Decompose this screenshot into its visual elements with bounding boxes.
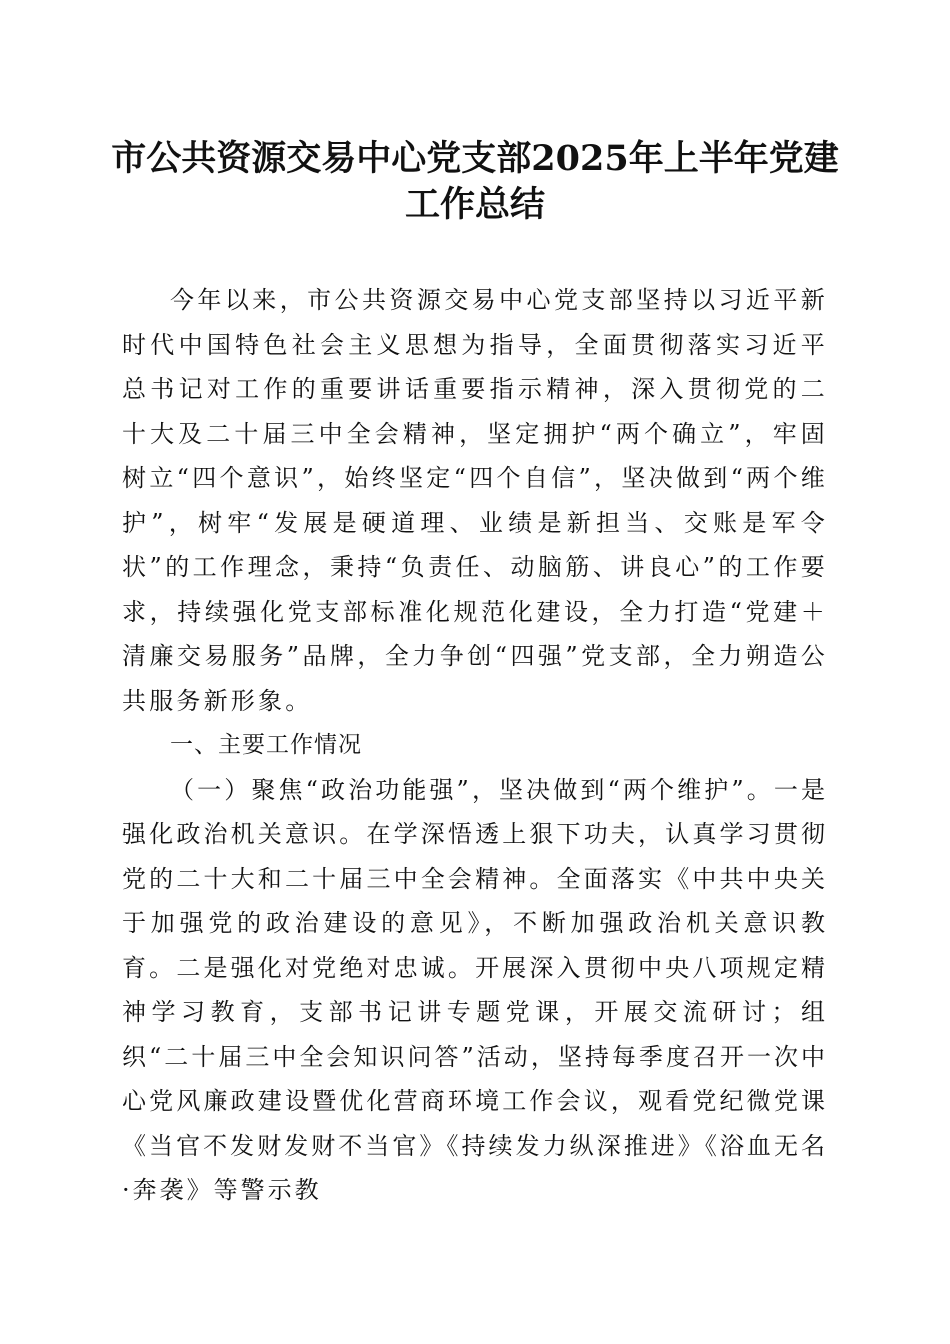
section-heading-main-work: 一、主要工作情况 (170, 732, 362, 758)
document-body (122, 278, 828, 1213)
section-paragraph-political-function: （一）聚焦“政治功能强”，坚决做到“两个维护”。一是强化政治机关意识。在学深悟透上狠下功夫，认真学习贯彻党的二十大和二十届三中全会精神。全面落实《中共中央关于加强党的政治建设的意见》，不断加强政治机关意识教育。二是强化对党绝对忠诚。开展深入贯彻中央八项规定精神学习教育，支部书记讲专题党课，开展交流研讨；组织“二十届三中全会知识问答”活动，坚持每季度召开一次中心党风廉政建设暨优化营商环境工作会议，观看党纪微党课《当官不发财发财不当官》《持续发力纵深推进》《浴血无名·奔袭》等警示教 (122, 775, 828, 1204)
document-title: 市公共资源交易中心党支部2025年上半年党建工作总结 (111, 138, 839, 225)
intro-paragraph: 今年以来，市公共资源交易中心党支部坚持以习近平新时代中国特色社会主义思想为指导，全面贯彻落实习近平总书记对工作的重要讲话重要指示精神，深入贯彻党的二十大及二十届三中全会精神，坚定拥护“两个确立”，牢固树立“四个意识”，始终坚定“四个自信”，坚决做到“两个维护”，树牢“发展是硬道理、业绩是新担当、交账是军令状”的工作理念，秉持“负责任、动脑筋、讲良心”的工作要求，持续强化党支部标准化规范化建设，全力打造“党建＋清廉交易服务”品牌，全力争创“四强”党支部，全力朔造公共服务新形象。 (122, 286, 828, 715)
